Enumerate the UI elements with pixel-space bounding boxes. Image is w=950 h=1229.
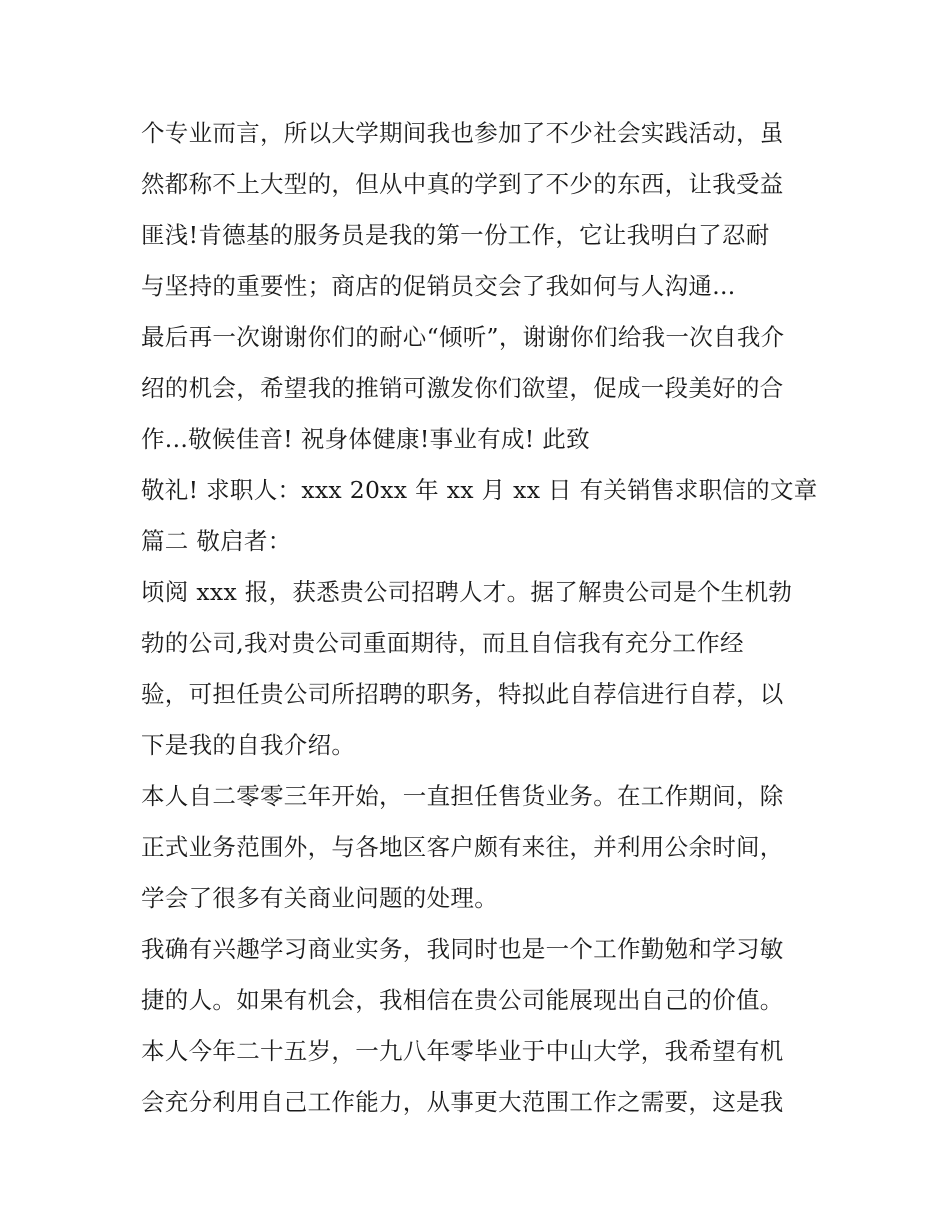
text-line: 本人自二零零三年开始，一直担任售货业务。在工作期间，除 bbox=[141, 782, 784, 810]
text-line: 敬礼! 求职人：xxx 20xx 年 xx 月 xx 日 有关销售求职信的文章 bbox=[141, 476, 818, 504]
text-line: 我确有兴趣学习商业实务，我同时也是一个工作勤勉和学习敏 bbox=[141, 935, 784, 963]
letter-body bbox=[141, 108, 831, 1128]
text-line: 然都称不上大型的，但从中真的学到了不少的东西，让我受益 bbox=[141, 170, 784, 198]
text-line: 绍的机会，希望我的推销可激发你们欲望，促成一段美好的合 bbox=[141, 374, 784, 402]
section-heading-line: 篇二 敬启者： bbox=[141, 527, 292, 555]
text-line: 下是我的自我介绍。 bbox=[141, 731, 356, 759]
text-line: 最后再一次谢谢你们的耐心“倾听”，谢谢你们给我一次自我介 bbox=[141, 323, 785, 351]
text-line: 验，可担任贵公司所招聘的职务，特拟此自荐信进行自荐，以 bbox=[141, 680, 784, 708]
text-line: 个专业而言，所以大学期间我也参加了不少社会实践活动，虽 bbox=[141, 119, 784, 147]
text-line: 学会了很多有关商业问题的处理。 bbox=[141, 884, 498, 912]
text-line: 作...敬候佳音! 祝身体健康!事业有成! 此致 bbox=[141, 425, 590, 453]
text-line: 正式业务范围外，与各地区客户颇有来往，并利用公余时间， bbox=[141, 833, 784, 861]
text-line: 匪浅!肯德基的服务员是我的第一份工作，它让我明白了忍耐 bbox=[141, 221, 770, 249]
text-line: 会充分利用自己工作能力，从事更大范围工作之需要，这是我 bbox=[141, 1088, 784, 1116]
text-line: 本人今年二十五岁，一九八年零毕业于中山大学，我希望有机 bbox=[141, 1037, 784, 1065]
text-line: 捷的人。如果有机会，我相信在贵公司能展现出自己的价值。 bbox=[141, 986, 784, 1014]
text-line: 勃的公司,我对贵公司重面期待，而且自信我有充分工作经 bbox=[141, 629, 744, 657]
text-line: 与坚持的重要性；商店的促销员交会了我如何与人沟通... bbox=[141, 272, 736, 300]
text-line: 顷阅 xxx 报，获悉贵公司招聘人才。据了解贵公司是个生机勃 bbox=[141, 578, 793, 606]
